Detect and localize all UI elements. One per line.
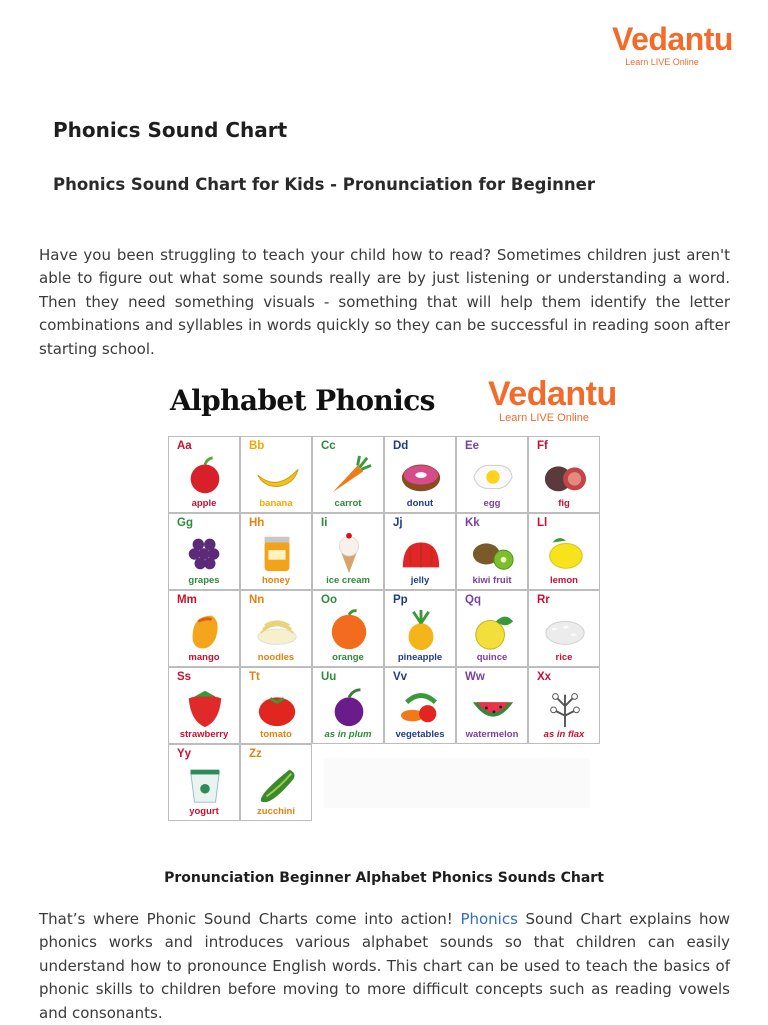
grapes-icon	[180, 531, 230, 575]
cell-letter: Cc	[321, 440, 336, 452]
mango-icon	[180, 608, 230, 652]
body-paragraph	[39, 908, 730, 1025]
phonics-cell	[456, 667, 528, 744]
empty-chart-area	[324, 758, 590, 808]
phonics-cell	[168, 667, 240, 744]
chart-logo-tagline: Learn LIVE Online	[499, 412, 589, 424]
cell-letter: Rr	[537, 594, 550, 606]
cell-word: as in flax	[543, 729, 585, 740]
cell-word: banana	[259, 498, 293, 509]
cell-letter: Vv	[393, 671, 408, 683]
cell-letter: Ff	[537, 440, 548, 452]
cell-letter: Ww	[465, 671, 485, 683]
kiwi-icon	[468, 531, 518, 575]
cell-letter: Gg	[177, 517, 193, 529]
phonics-cell	[384, 436, 456, 513]
phonics-cell	[240, 513, 312, 590]
phonics-cell	[240, 436, 312, 513]
cell-letter: Aa	[177, 440, 192, 452]
cell-letter: Uu	[321, 671, 337, 683]
cell-word: noodles	[257, 652, 295, 663]
noodles-icon	[252, 608, 302, 652]
cell-letter: Ll	[537, 517, 548, 529]
phonics-cell	[384, 513, 456, 590]
chart-logo-wordmark: Vedantu	[488, 375, 617, 413]
cell-letter: Nn	[249, 594, 265, 606]
banana-icon	[252, 454, 302, 498]
cell-word: orange	[332, 652, 364, 663]
phonics-cell	[312, 590, 384, 667]
cell-word: egg	[483, 498, 501, 509]
cell-letter: Jj	[393, 517, 403, 529]
jelly-icon	[396, 531, 446, 575]
watermelon-icon	[468, 685, 518, 729]
phonics-cell	[456, 590, 528, 667]
logo-wordmark: Vedantu	[612, 21, 733, 57]
cell-letter: Oo	[321, 594, 337, 606]
cell-word: as in plum	[324, 729, 372, 740]
orange-icon	[324, 608, 374, 652]
phonics-cell	[168, 590, 240, 667]
figure-caption: Pronunciation Beginner Alphabet Phonics Sounds Chart	[164, 870, 604, 886]
cell-letter: Qq	[465, 594, 481, 606]
logo-tagline: Learn LIVE Online	[625, 57, 699, 67]
cell-word: lemon	[550, 575, 578, 586]
para2-text-before: That’s where Phonic Sound Charts come into action!	[39, 910, 461, 928]
phonics-cell	[456, 513, 528, 590]
phonics-grid	[168, 436, 600, 822]
donut-icon	[396, 454, 446, 498]
phonics-cell	[168, 513, 240, 590]
cell-letter: Xx	[537, 671, 552, 683]
zucchini-icon	[252, 762, 302, 806]
cell-letter: Ss	[177, 671, 192, 683]
para2-text-after: Sound Chart explains how phonics works and introduces various alphabet sounds so that children can easily understand how to pronounce English words. This chart can be used to teach the basics of phonic skills to children before moving to more difficult concepts such as reading vowels and consonants.	[39, 910, 730, 1022]
cell-letter: Hh	[249, 517, 265, 529]
cell-word: strawberry	[179, 729, 229, 740]
cell-word: jelly	[410, 575, 430, 586]
cell-letter: Mm	[177, 594, 197, 606]
fig-icon	[540, 454, 590, 498]
cell-word: donut	[406, 498, 434, 509]
rice-icon	[540, 608, 590, 652]
phonics-cell	[528, 436, 600, 513]
cell-letter: Kk	[465, 517, 480, 529]
cell-word: apple	[191, 498, 217, 509]
carrot-icon	[324, 454, 374, 498]
alphabet-phonics-chart	[168, 375, 617, 822]
cell-letter: Tt	[249, 671, 260, 683]
cell-word: quince	[476, 652, 508, 663]
phonics-cell	[528, 513, 600, 590]
plum-icon	[324, 685, 374, 729]
phonics-cell	[528, 590, 600, 667]
cell-letter: Pp	[393, 594, 408, 606]
tomato-icon	[252, 685, 302, 729]
phonics-cell	[168, 744, 240, 821]
cell-word: ice cream	[326, 575, 370, 586]
cell-word: grapes	[188, 575, 220, 586]
cell-letter: Dd	[393, 440, 409, 452]
vegetables-icon	[396, 685, 446, 729]
cell-letter: Yy	[177, 748, 192, 760]
phonics-cell	[312, 436, 384, 513]
chart-title: Alphabet Phonics	[170, 384, 435, 417]
cell-word: fig	[558, 498, 570, 509]
quince-icon	[468, 608, 518, 652]
phonics-cell	[312, 667, 384, 744]
egg-icon	[468, 454, 518, 498]
cell-word: yogurt	[189, 806, 219, 817]
phonics-cell	[240, 590, 312, 667]
vedantu-logo[interactable]	[612, 21, 733, 67]
flax-icon	[540, 685, 590, 729]
cell-letter: Ee	[465, 440, 480, 452]
honey-icon	[252, 531, 302, 575]
cell-word: pineapple	[397, 652, 443, 663]
ice-cream-icon	[324, 531, 374, 575]
intro-paragraph: Have you been struggling to teach your child how to read? Sometimes children just aren't able to figure out what some sounds really are by just listening or understanding a word. Then they need something visuals - something that will help them identify the letter combinations and syllables in words quickly so they can be successful in reading soon after starting school.	[39, 246, 730, 358]
cell-word: zucchini	[256, 806, 295, 817]
phonics-cell	[384, 590, 456, 667]
phonics-cell	[384, 667, 456, 744]
apple-icon	[180, 454, 230, 498]
cell-word: honey	[262, 575, 290, 586]
cell-word: rice	[555, 652, 573, 663]
cell-word: vegetables	[395, 729, 445, 740]
cell-letter: Ii	[321, 517, 328, 529]
chart-vedantu-logo	[488, 375, 617, 424]
cell-letter: Zz	[249, 748, 262, 760]
phonics-cell	[312, 513, 384, 590]
cell-letter: Bb	[249, 440, 265, 452]
cell-word: mango	[188, 652, 220, 663]
cell-word: watermelon	[465, 729, 519, 740]
page-title: Phonics Sound Chart	[53, 118, 288, 142]
lemon-icon	[540, 531, 590, 575]
pineapple-icon	[396, 608, 446, 652]
cell-word: carrot	[334, 498, 362, 509]
strawberry-icon	[180, 685, 230, 729]
page-subtitle: Phonics Sound Chart for Kids - Pronunciation for Beginner	[53, 175, 595, 194]
cell-word: tomato	[260, 729, 292, 740]
phonics-link[interactable]: Phonics	[460, 910, 518, 928]
phonics-cell	[528, 667, 600, 744]
phonics-cell	[456, 436, 528, 513]
phonics-cell	[168, 436, 240, 513]
cell-word: kiwi fruit	[472, 575, 512, 586]
phonics-cell	[240, 744, 312, 821]
phonics-cell	[240, 667, 312, 744]
yogurt-icon	[180, 762, 230, 806]
